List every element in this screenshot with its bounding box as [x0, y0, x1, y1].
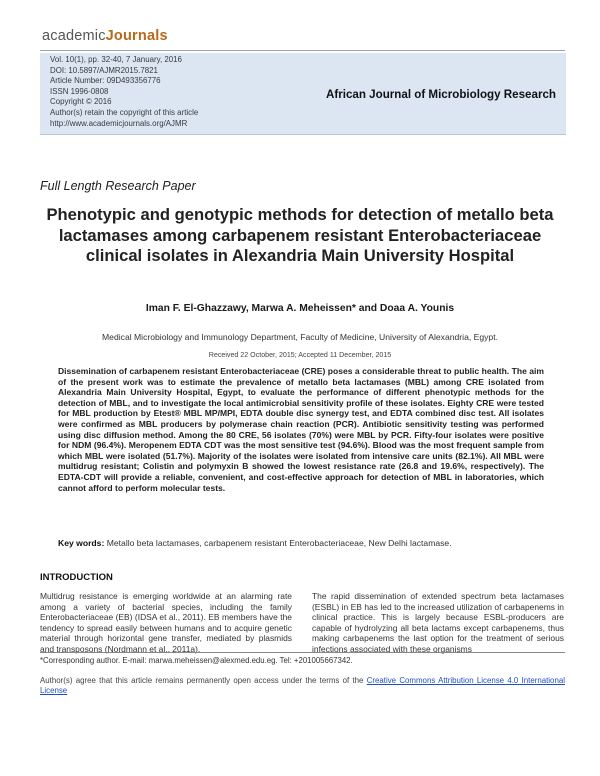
journal-url-link[interactable]: http://www.academicjournals.org/AJMR	[50, 118, 188, 128]
body-column-left: Multidrug resistance is emerging worldwide at an alarming rate among a variety of bacterial species, including the family Enterobacteriaceae (EB) (IDSA et al., 2011). EB members have the tendency to spread easily between humans and to acquire genetic material through horizontal gene transfer, mediated by plasmids and transposons (Nordmann et al., 2011a).	[40, 591, 292, 654]
received-dates: Received 22 October, 2015; Accepted 11 December, 2015	[208, 351, 392, 359]
copyright-line: Copyright © 2016	[50, 97, 112, 107]
paper-title: Phenotypic and genotypic methods for detection of metallo beta lactamases among carbapenem resistant Enterobacteriaceae clinical isolates in Alexandria Main University Hospital	[46, 205, 554, 266]
body-column-right: The rapid dissemination of extended spectrum beta lactamases (ESBL) in EB has led to the increased utilization of carbapenems in clinical practice. This is largely because ESBL-producers are capable of hydrolyzing all beta lactams except carbapenems, thus making carbapenems the last option for the treatment of serious infections associated with these organisms	[312, 591, 564, 654]
keywords-text: Metallo beta lactamases, carbapenem resistant Enterobacteriaceae, New Delhi lactamase.	[106, 538, 452, 548]
journal-name: African Journal of Microbiology Research	[326, 88, 556, 101]
doi-line: DOI: 10.5897/AJMR2015.7821	[50, 65, 158, 75]
corresponding-author: *Corresponding author. E-mail: marwa.meheissen@alexmed.edu.eg. Tel: +201005667342.	[40, 656, 353, 665]
publisher-logo: academicJournals	[42, 28, 168, 44]
introduction-heading: INTRODUCTION	[40, 572, 113, 583]
license-link[interactable]: Creative Commons Attribution License 4.0 International License	[40, 676, 565, 696]
footnote-rule	[40, 652, 565, 653]
copyright-retain-line: Author(s) retain the copyright of this article	[50, 107, 199, 117]
article-metadata	[50, 55, 198, 129]
volume-line: Vol. 10(1), pp. 32-40, 7 January, 2016	[50, 55, 182, 64]
keywords-label: Key words:	[58, 538, 105, 548]
issn-line: ISSN 1996-0808	[50, 86, 109, 96]
keywords	[58, 538, 544, 548]
license-text: Author(s) agree that this article remains permanently open access under the terms of the	[40, 676, 367, 685]
affiliation: Medical Microbiology and Immunology Department, Faculty of Medicine, University of Alexandria, Egypt.	[102, 332, 498, 342]
paper-type: Full Length Research Paper	[40, 179, 196, 193]
author-list: Iman F. El-Ghazzawy, Marwa A. Meheissen* and Doaa A. Younis	[145, 303, 455, 314]
license-statement	[40, 676, 565, 697]
abstract: Dissemination of carbapenem resistant Enterobacteriaceae (CRE) poses a considerable threat to public health. The aim of the present work was to estimate the prevalence of metallo beta lactamases (MBL) among CRE isolated from Alexandria Main University Hospital, Egypt, to evaluate the performance of different phenotypic methods for the detection of MBL, and to investigate the local antimicrobial sensitivity profile of these isolates. Eighty CRE were tested for MBL production by Etest® MBL MP/MPI, EDTA double disc synergy test, and EDTA combined disc test. All isolates were confirmed as MBL producers by polymerase chain reaction (PCR). Antibiotic sensitivity testing was performed using disc diffusion method. Among the 80 CRE, 56 isolates (70%) were MBL by PCR. Fifty-four isolates were positive for NDM (96.4%). Meropenem EDTA CDT was the most sensitive test (94.6%). Blood was the most frequent sample from which MBL were isolated (51.7%). Majority of the isolates were isolated from intensive care units (82.1%). All MBL were multidrug resistant; Colistin and polymyxin B showed the lowest resistance rate (26.8 and 19.6%, respectively). The EDTA-CDT will provide a reliable, convenient, and cost-effective approach for detection of MBL in laboratories, which cannot afford to perform molecular tests.	[58, 366, 544, 493]
header-rule	[40, 50, 565, 51]
article-number-line: Article Number: 09D493356776	[50, 76, 161, 86]
